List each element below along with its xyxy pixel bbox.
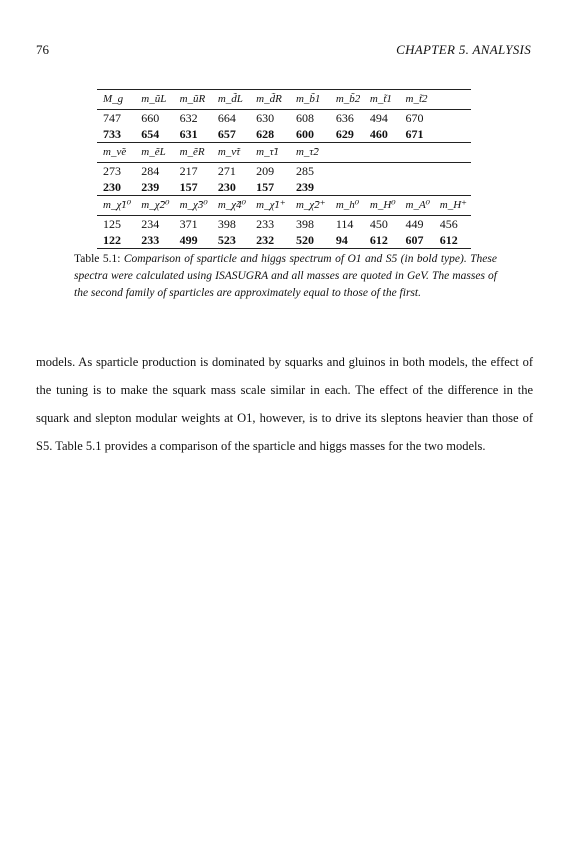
table-cell: 628 <box>256 127 275 141</box>
table-cell: 398 <box>217 217 236 231</box>
table-caption <box>74 251 497 302</box>
table-cell <box>434 126 471 143</box>
table-cell: 733 <box>103 127 121 141</box>
body-paragraph: models. As sparticle production is dominated by squarks and gluinos in both models, the effect of the tuning is to make the squark mass scale similar in each. The effect of the difference in the squark and slepton modular weights at O1, however, is to drive its sleptons heavier than those of S5. Table 5.1 provides a comparison of the sparticle and higgs masses for the two models. <box>36 355 533 453</box>
table-block-gauginos-higgs <box>97 196 471 249</box>
table-cell: 460 <box>369 127 388 141</box>
table-cell: 671 <box>405 127 424 141</box>
table-header-cell <box>330 143 364 163</box>
table-cell: 273 <box>103 164 121 178</box>
table-header-cell: m_χ̃4⁰ <box>212 196 250 216</box>
table-cell: 233 <box>135 232 173 249</box>
table-header-row <box>97 90 471 110</box>
table-header-cell: m_h⁰ <box>330 196 364 216</box>
table-cell: 239 <box>295 180 314 194</box>
table-header-cell: m_b̃1 <box>290 90 330 110</box>
table-cell <box>434 110 471 127</box>
table-cell: 157 <box>256 180 275 194</box>
table-row-s5 <box>97 232 471 249</box>
table-header-cell: M_g <box>97 90 135 110</box>
table-header-cell: m_ν̃e <box>97 143 135 163</box>
table-header-cell <box>434 90 471 110</box>
page-number: 76 <box>36 42 49 57</box>
table-cell <box>330 163 364 180</box>
table-header-cell: m_t̃2 <box>400 90 434 110</box>
table-row-s5 <box>97 179 471 196</box>
running-header: CHAPTER 5. ANALYSIS <box>396 42 531 57</box>
table-cell: 612 <box>364 232 400 249</box>
table-cell: 125 <box>103 217 121 231</box>
caption-label: Table 5.1: <box>74 253 121 265</box>
table-cell: 629 <box>335 127 354 141</box>
caption-text: Comparison of sparticle and higgs spectrum of O1 and S5 (in bold type). These spectra were calculated using ISASUGRA and all masses are quoted in GeV. The masses of the second family of sparticles are approximately equal to those of the first. <box>74 253 497 299</box>
table-row-o1 <box>97 110 471 127</box>
table-header-cell: m_b̃2 <box>330 90 364 110</box>
table-header-row <box>97 196 471 216</box>
table-cell: 747 <box>103 111 121 125</box>
table-header-cell <box>400 143 434 163</box>
table-cell: 607 <box>400 232 434 249</box>
table-row-o1 <box>97 163 471 180</box>
table-cell: 271 <box>217 164 236 178</box>
table-cell: 239 <box>141 180 160 194</box>
table-cell: 234 <box>141 217 160 231</box>
table-header-cell: m_ẽL <box>135 143 173 163</box>
table-cell: 608 <box>295 111 314 125</box>
table-header-cell: m_A⁰ <box>400 196 434 216</box>
table-cell: 217 <box>179 164 198 178</box>
table-header-cell: m_τ̃2 <box>290 143 330 163</box>
table-block-sleptons <box>97 143 471 196</box>
table-header-cell: m_d̃R <box>250 90 290 110</box>
table-cell: 122 <box>97 232 135 249</box>
table-header-cell: m_χ̃2⁺ <box>290 196 330 216</box>
table-cell <box>400 179 434 196</box>
table-cell: 499 <box>174 232 212 249</box>
table-cell: 636 <box>335 111 354 125</box>
table-header-cell: m_ũL <box>135 90 173 110</box>
table-cell: 631 <box>179 127 198 141</box>
table-header-cell: m_χ̃1⁺ <box>250 196 290 216</box>
table-cell: 157 <box>179 180 198 194</box>
table-cell: 664 <box>217 111 236 125</box>
table-cell <box>364 179 400 196</box>
table-header-cell: m_χ̃3⁰ <box>174 196 212 216</box>
table-cell: 284 <box>141 164 160 178</box>
table-cell: 657 <box>217 127 236 141</box>
table-cell: 670 <box>405 111 424 125</box>
table-cell <box>330 179 364 196</box>
table-cell: 232 <box>250 232 290 249</box>
table-row-s5 <box>97 126 471 143</box>
table-cell: 523 <box>212 232 250 249</box>
table-cell: 398 <box>295 217 314 231</box>
table-header-cell: m_d̃L <box>212 90 250 110</box>
mass-spectrum-table <box>97 89 471 249</box>
table-header-cell: m_ν̃τ <box>212 143 250 163</box>
table-cell: 230 <box>103 180 121 194</box>
table-row-o1 <box>97 216 471 233</box>
table-cell: 233 <box>256 217 275 231</box>
table-cell: 285 <box>295 164 314 178</box>
table-header-cell: m_t̃1 <box>364 90 400 110</box>
table-cell <box>400 163 434 180</box>
table-header-cell <box>364 143 400 163</box>
table-cell: 494 <box>369 111 388 125</box>
table-header-cell: m_χ̃2⁰ <box>135 196 173 216</box>
table-header-cell: m_τ̃1 <box>250 143 290 163</box>
table-header-cell: m_H⁰ <box>364 196 400 216</box>
table-cell: 230 <box>217 180 236 194</box>
table-header-cell: m_H⁺ <box>434 196 471 216</box>
table-cell <box>364 163 400 180</box>
table-cell: 94 <box>330 232 364 249</box>
table-cell: 114 <box>335 217 354 231</box>
table-header-cell: m_ũR <box>174 90 212 110</box>
table-header-row <box>97 143 471 163</box>
table-cell: 654 <box>141 127 160 141</box>
table-cell <box>434 163 471 180</box>
table-header-cell: m_ẽR <box>174 143 212 163</box>
table-block-squarks <box>97 90 471 143</box>
table-cell <box>434 179 471 196</box>
table-cell: 630 <box>256 111 275 125</box>
table-cell: 612 <box>434 232 471 249</box>
table-cell: 371 <box>179 217 198 231</box>
table-header-cell: m_χ̃1⁰ <box>97 196 135 216</box>
table-cell: 600 <box>295 127 314 141</box>
table-header-cell <box>434 143 471 163</box>
table-cell: 450 <box>369 217 388 231</box>
table-cell: 209 <box>256 164 275 178</box>
table-cell: 520 <box>290 232 330 249</box>
table-cell: 660 <box>141 111 160 125</box>
table-cell: 632 <box>179 111 198 125</box>
table-cell: 456 <box>439 217 458 231</box>
table-cell: 449 <box>405 217 424 231</box>
